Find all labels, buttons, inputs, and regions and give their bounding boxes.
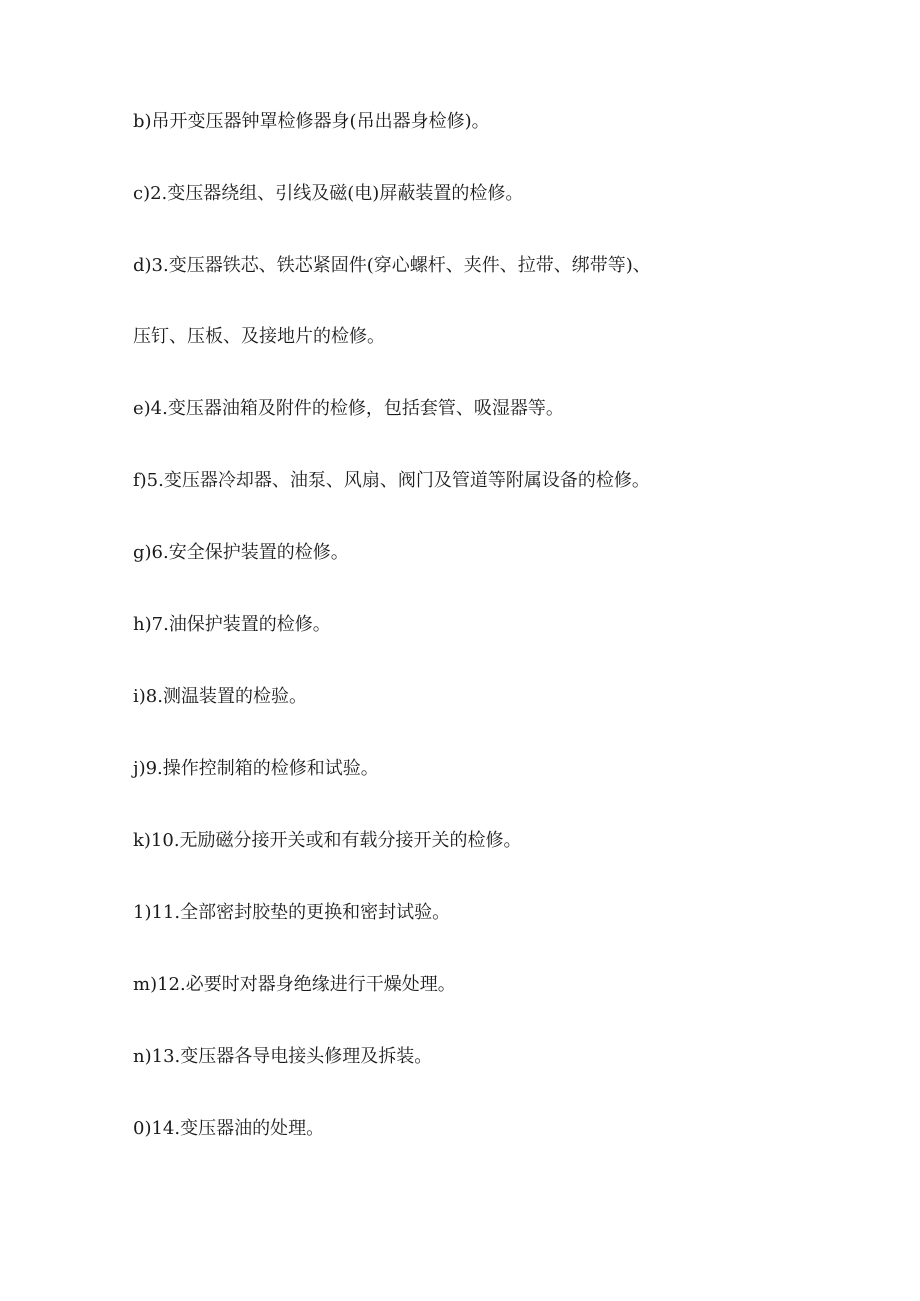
document-line: d)3.变压器铁芯、铁芯紧固件(穿心螺杆、夹件、拉带、绑带等)、 (133, 255, 651, 276)
document-line: i)8.测温装置的检验。 (133, 686, 307, 707)
document-line: b)吊开变压器钟罩检修器身(吊出器身检修)。 (133, 111, 490, 132)
document-line: g)6.安全保护装置的检修。 (133, 542, 349, 563)
document-line: j)9.操作控制箱的检修和试验。 (133, 758, 379, 779)
document-line: k)10.无励磁分接开关或和有载分接开关的检修。 (133, 830, 522, 851)
document-line: 压钉、压板、及接地片的检修。 (133, 326, 385, 347)
document-line: n)13.变压器各导电接头修理及拆装。 (133, 1046, 433, 1067)
document-line: f)5.变压器冷却器、油泵、风扇、阀门及管道等附属设备的检修。 (133, 470, 650, 491)
document-line: 0)14.变压器油的处理。 (133, 1118, 325, 1139)
document-line: m)12.必要时对器身绝缘进行干燥处理。 (133, 974, 456, 995)
document-line: c)2.变压器绕组、引线及磁(电)屏蔽装置的检修。 (133, 183, 524, 204)
document-line: h)7.油保护装置的检修。 (133, 614, 331, 635)
document-line: 1)11.全部密封胶垫的更换和密封试验。 (133, 902, 451, 923)
document-line: e)4.变压器油箱及附件的检修，包括套管、吸湿器等。 (133, 398, 564, 419)
